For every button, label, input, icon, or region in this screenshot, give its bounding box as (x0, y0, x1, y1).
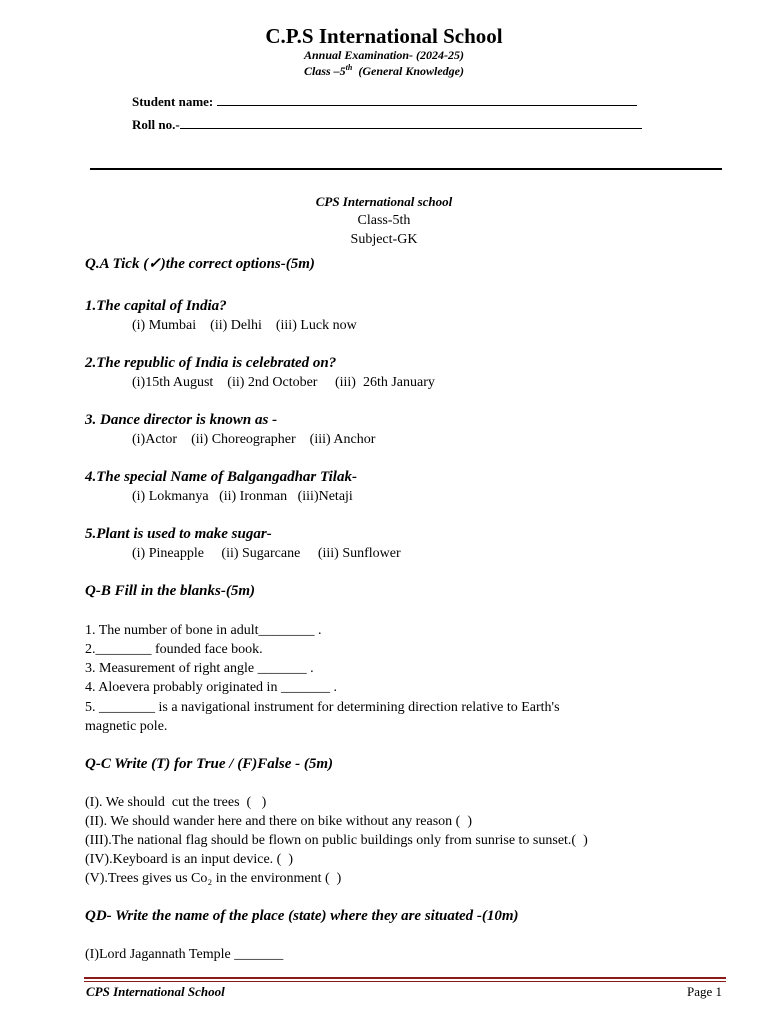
question-5: 5.Plant is used to make sugar- (85, 526, 272, 542)
tf-item-4: (IV).Keyboard is an input device. ( ) (85, 852, 293, 867)
blank-item-3: 3. Measurement of right angle _______ . (85, 661, 314, 676)
section-a-heading: Q.A Tick (✓)the correct options-(5m) (85, 256, 315, 272)
student-name-label: Student name: (132, 94, 214, 109)
question-3: 3. Dance director is known as - (85, 412, 278, 428)
class-suffix: (General Knowledge) (352, 64, 464, 78)
tf-item-3: (III).The national flag should be flown on public buildings only from sunrise to sunset.( ) (85, 833, 588, 848)
section-d-heading: QD- Write the name of the place (state) where they are situated -(10m) (85, 908, 519, 924)
school-title: C.P.S International School (265, 24, 503, 48)
roll-no-field (132, 116, 642, 133)
blank-item-2: 2.________ founded face book. (85, 642, 263, 657)
roll-no-blank[interactable] (180, 116, 642, 129)
footer-school: CPS International School (86, 984, 225, 999)
class-title (0, 61, 768, 78)
roll-no-label: Roll no.- (132, 117, 180, 132)
class-sup: th (345, 63, 353, 72)
section-c-heading: Q-C Write (T) for True / (F)False - (5m) (85, 756, 334, 772)
exam-title: Annual Examination- (2024-25) (303, 48, 465, 62)
blank-item-5-cont: magnetic pole. (85, 719, 168, 734)
question-1-options: (i) Mumbai (ii) Delhi (iii) Luck now (132, 318, 357, 333)
footer-rule-thick (84, 977, 726, 979)
inner-school-title: CPS International school (315, 194, 453, 209)
question-4: 4.The special Name of Balgangadhar Tilak- (85, 469, 357, 485)
tf-item-2: (II). We should wander here and there on bike without any reason ( ) (85, 814, 472, 829)
inner-subject: Subject-GK (350, 232, 418, 247)
class-prefix: Class –5 (303, 64, 346, 78)
student-name-blank[interactable] (217, 93, 637, 106)
header-divider (90, 168, 722, 170)
page-number: Page 1 (686, 984, 722, 999)
question-2-options: (i)15th August (ii) 2nd October (iii) 26th January (132, 375, 435, 390)
section-b-heading: Q-B Fill in the blanks-(5m) (85, 583, 256, 599)
tf-item-5: (V).Trees gives us Co₂ in the environment ( ) (85, 871, 342, 886)
tf-item-1: (I). We should cut the trees ( ) (85, 795, 267, 810)
blank-item-4: 4. Aloevera probably originated in _______ . (85, 680, 337, 695)
blank-item-1: 1. The number of bone in adult________ . (85, 623, 322, 638)
question-3-options: (i)Actor (ii) Choreographer (iii) Anchor (132, 432, 376, 447)
blank-item-5: 5. ________ is a navigational instrument for determining direction relative to Earth's (85, 700, 560, 715)
student-name-field (132, 93, 637, 110)
footer-rule-thin (84, 981, 726, 982)
question-4-options: (i) Lokmanya (ii) Ironman (iii)Netaji (132, 489, 353, 504)
question-2: 2.The republic of India is celebrated on? (85, 355, 337, 371)
question-1: 1.The capital of India? (85, 298, 227, 314)
inner-class: Class-5th (357, 213, 411, 228)
place-item-1: (I)Lord Jagannath Temple _______ (85, 947, 284, 962)
question-5-options: (i) Pineapple (ii) Sugarcane (iii) Sunflower (132, 546, 401, 561)
